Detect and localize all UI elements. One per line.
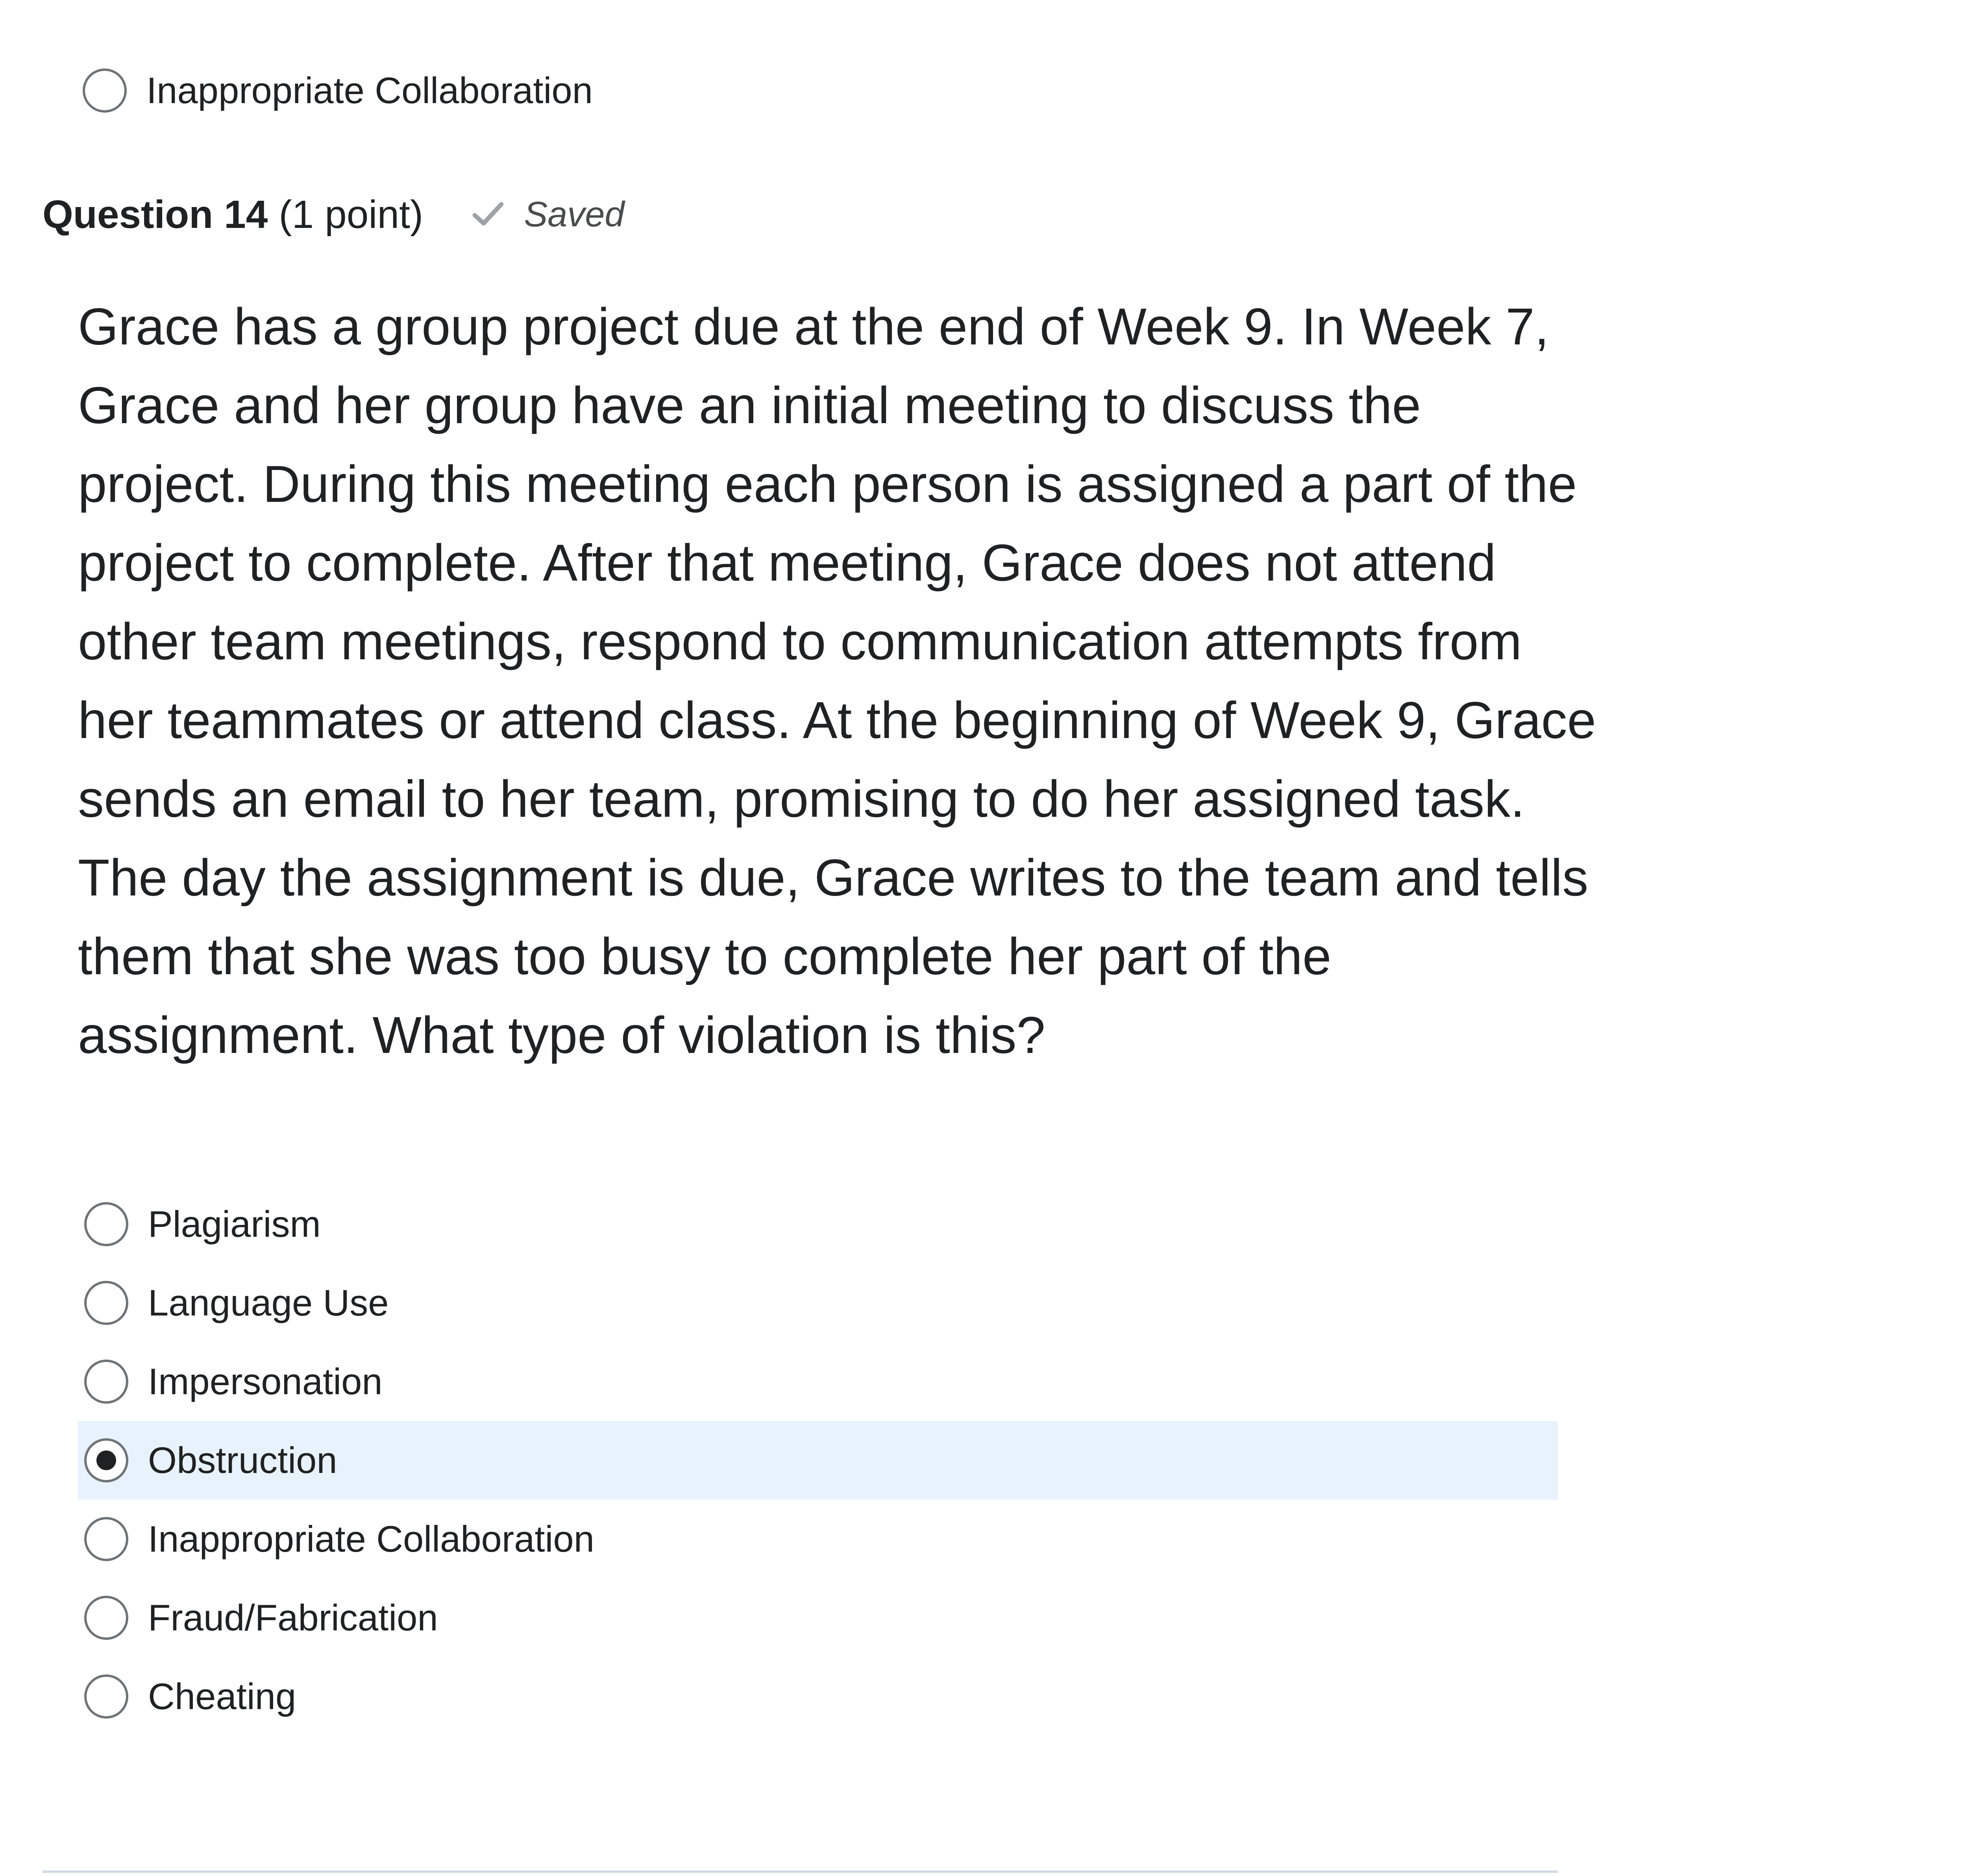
radio-button[interactable] (84, 1281, 128, 1325)
option-label: Inappropriate Collaboration (146, 70, 593, 111)
option-plagiarism[interactable] (78, 1185, 1558, 1264)
radio-dot-icon (96, 1450, 116, 1470)
option-label: Cheating (148, 1676, 296, 1717)
checkmark-icon (470, 197, 506, 232)
radio-button[interactable] (84, 1517, 128, 1561)
radio-button[interactable] (83, 68, 127, 113)
question-points: (1 point) (279, 192, 424, 237)
option-fraud-fabrication[interactable] (78, 1578, 1558, 1657)
question-title: Question 14 (43, 192, 268, 237)
saved-label: Saved (524, 194, 625, 234)
option-impersonation[interactable] (78, 1342, 1558, 1421)
option-language-use[interactable] (78, 1264, 1558, 1342)
radio-button-selected[interactable] (84, 1438, 128, 1482)
option-cheating[interactable] (78, 1657, 1558, 1736)
option-label: Plagiarism (148, 1203, 321, 1245)
radio-button[interactable] (84, 1202, 128, 1246)
radio-button[interactable] (84, 1674, 128, 1719)
answer-options (78, 1185, 1558, 1736)
option-label: Fraud/Fabrication (148, 1597, 438, 1638)
option-label: Obstruction (148, 1439, 337, 1481)
radio-button[interactable] (84, 1360, 128, 1404)
prev-question-option-inappropriate-collaboration[interactable] (83, 63, 593, 118)
saved-status (470, 194, 624, 235)
question-divider (43, 1870, 1558, 1873)
option-label: Inappropriate Collaboration (148, 1518, 594, 1560)
option-obstruction[interactable] (78, 1421, 1558, 1500)
question-text: Grace has a group project due at the end of Week 9. In Week 7, Grace and her group have an initial meeting to discuss the project. During this meeting each person is assigned a part of the project to complete. After that meeting, Grace does not attend other team meetings, respond to communication attempts from her teammates or attend class. At the beginning of Week 9, Grace sends an email to her team, promising to do her assigned task. The day the assignment is due, Grace writes to the team and tells them that she was too busy to complete her part of the assignment. What type of violation is this? (78, 298, 1596, 1064)
question-header (43, 185, 624, 244)
option-label: Language Use (148, 1282, 389, 1323)
radio-button[interactable] (84, 1596, 128, 1640)
option-label: Impersonation (148, 1361, 383, 1402)
option-inappropriate-collaboration[interactable] (78, 1500, 1558, 1578)
